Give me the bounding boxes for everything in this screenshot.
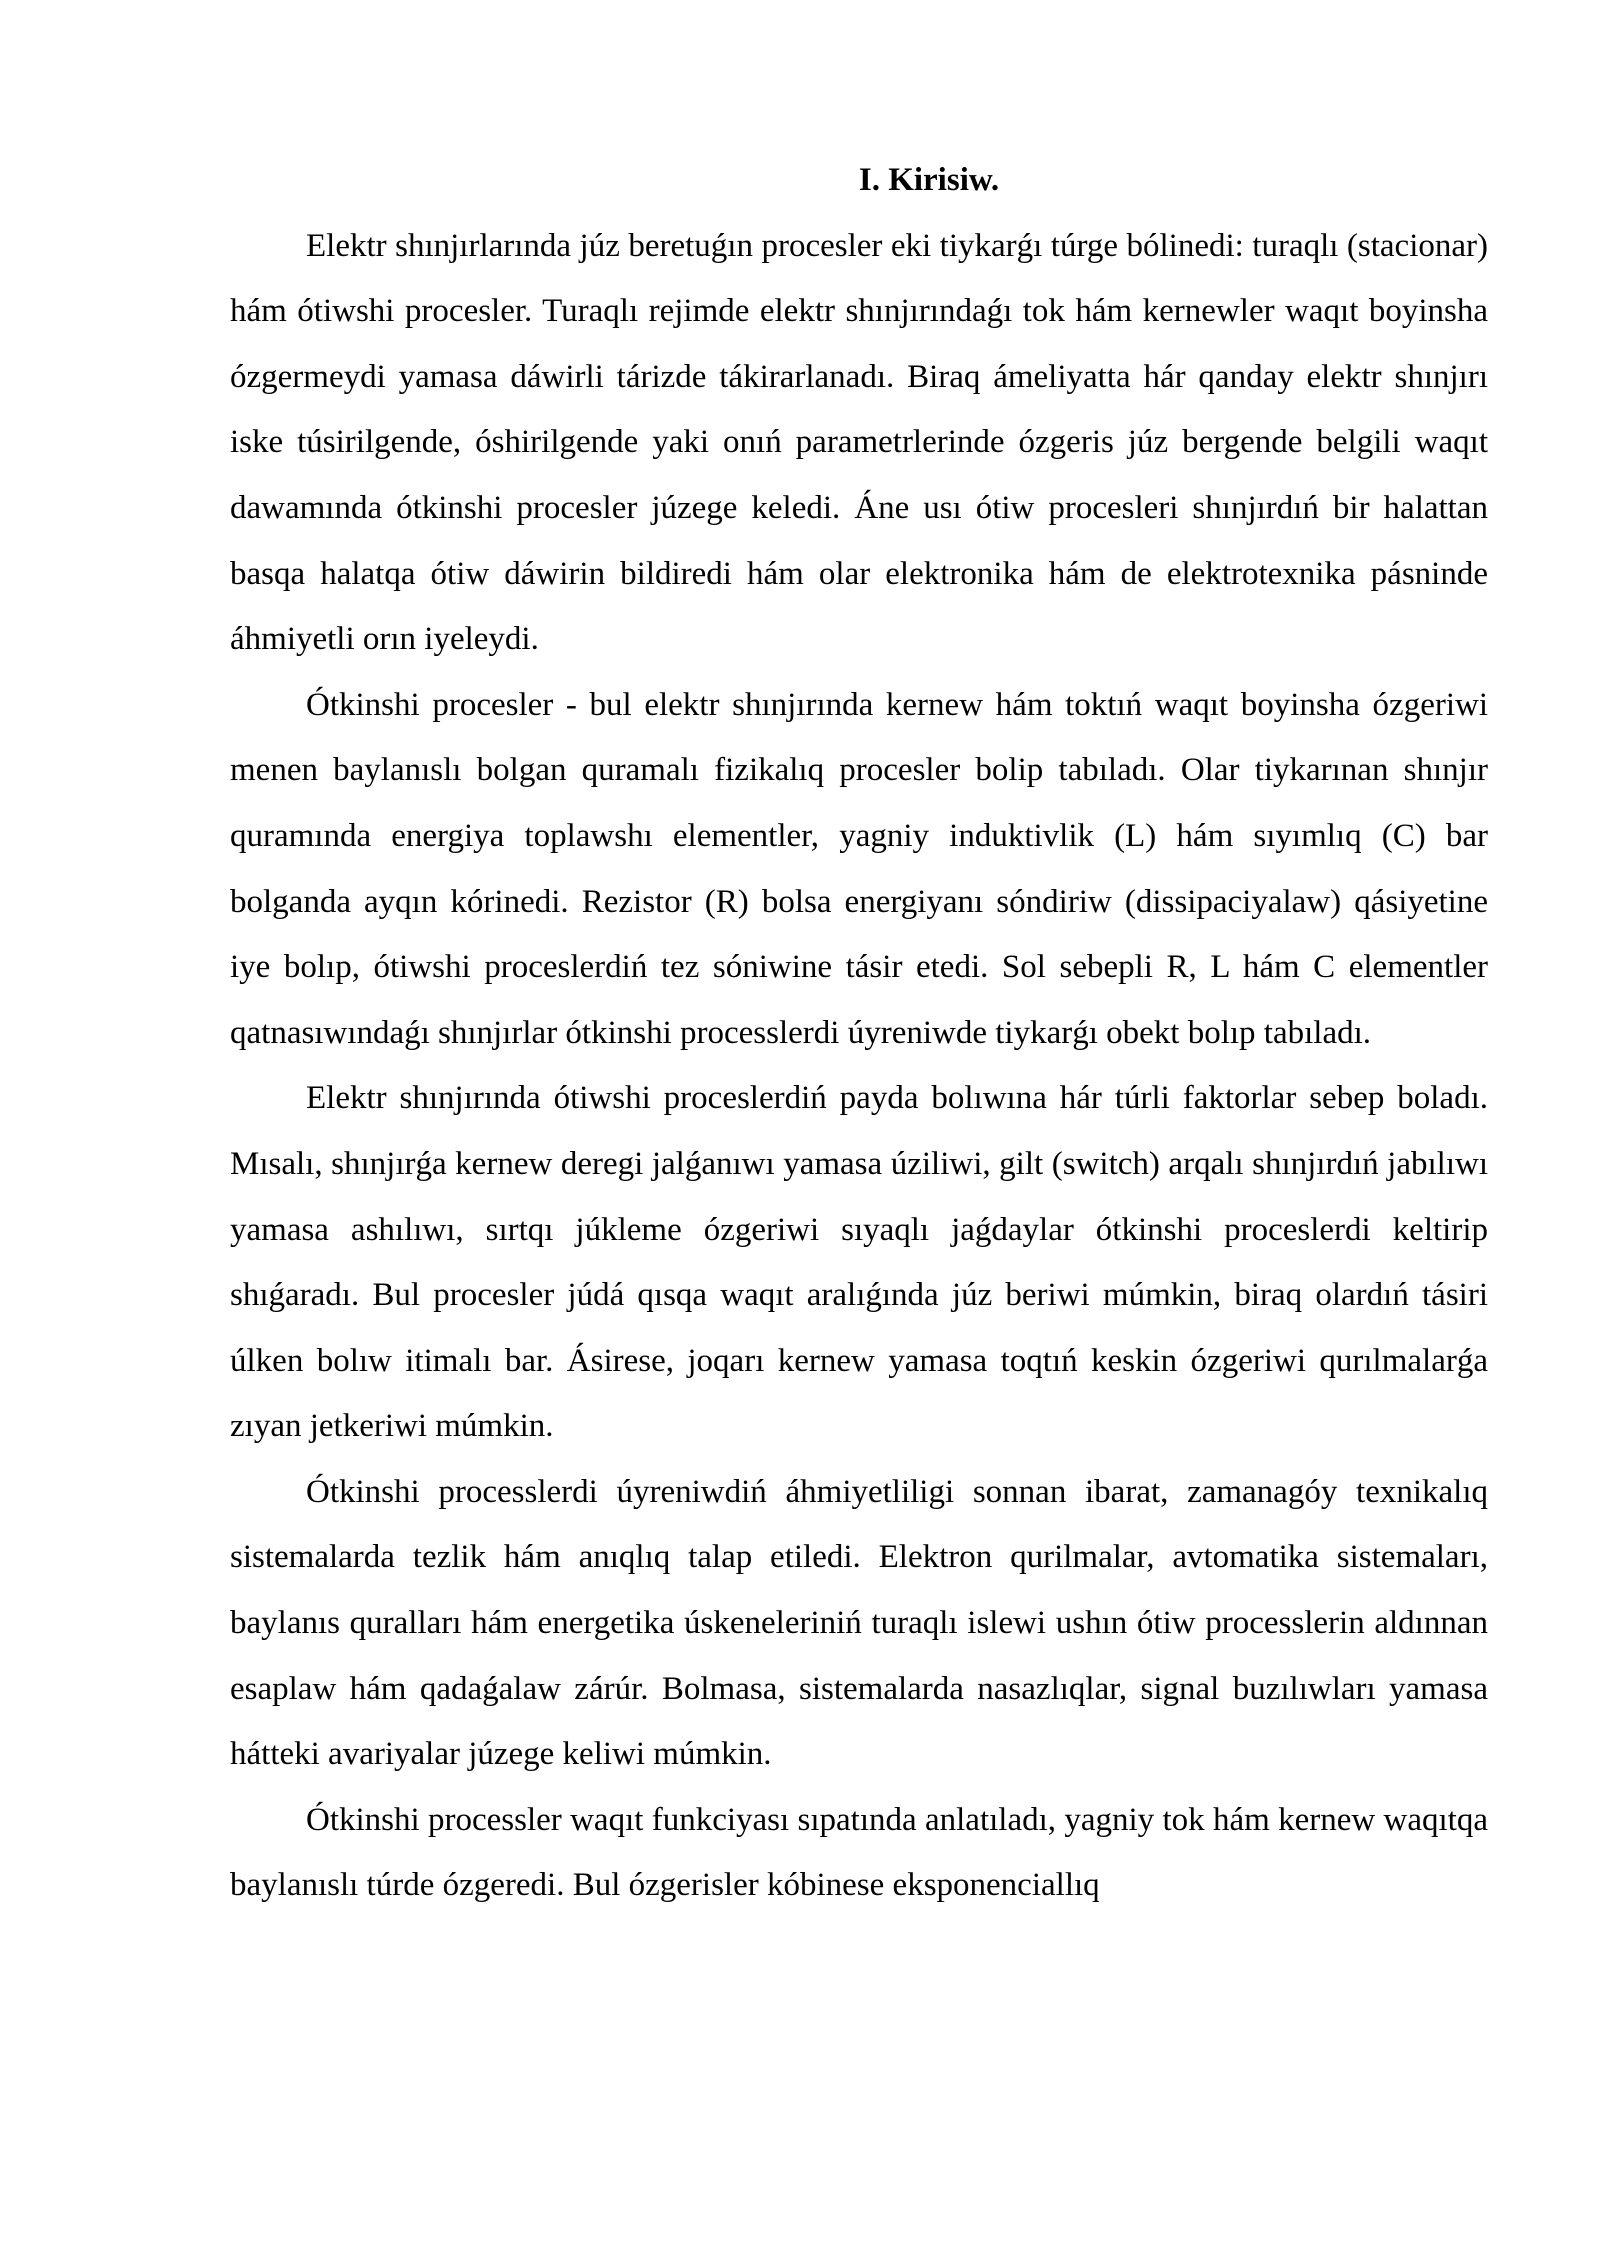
paragraph: Ótkinshi processler waqıt funkciyası sıpatında anlatıladı, yagniy tok hám kernew waqıtqa baylanıslı túrde ózgeredi. Bul ózgerisler kóbinese eksponenciallıq xyxy=(230,1801,1488,1904)
document-body xyxy=(230,148,1488,1919)
paragraph: Ótkinshi processlerdi úyreniwdiń áhmiyetliligi sonnan ibarat, zamanagóy texnikalıq sistemalarda tezlik hám anıqlıq talap etiledi. Elektron qurilmalar, avtomatika sistemaları, baylanıs quralları hám energetika úskeneleriniń turaqlı islewi ushın ótiw processlerin aldınnan esaplaw hám qadaǵalaw zárúr. Bolmasa, sistemalarda nasazlıqlar, signal buzılıwları yamasa hátteki avariyalar júzege keliwi múmkin. xyxy=(230,1473,1488,1773)
paragraph: Elektr shınjırında ótiwshi proceslerdiń payda bolıwına hár túrli faktorlar sebep boladı. Mısalı, shınjırǵa kernew deregi jalǵanıwı yamasa úziliwi, gilt (switch) arqalı shınjırdıń jabılıwı yamasa ashılıwı, sırtqı júkleme ózgeriwi sıyaqlı jaǵdaylar ótkinshi proceslerdi keltirip shıǵaradı. Bul procesler júdá qısqa waqıt aralıǵında júz beriwi múmkin, biraq olardıń tásiri úlken bolıw itimalı bar. Ásirese, joqarı kernew yamasa toqtıń keskin ózgeriwi qurılmalarǵa zıyan jetkeriwi múmkin. xyxy=(230,1080,1488,1445)
section-title: I. Kirisiw. xyxy=(858,162,1000,198)
paragraph: Elektr shınjırlarında júz beretuǵın procesler eki tiykarǵı túrge bólinedi: turaqlı (stacionar) hám ótiwshi procesler. Turaqlı rejimde elektr shınjırındaǵı tok hám kernewler waqıt boyinsha ózgermeydi yamasa dáwirli tárizde tákirarlanadı. Biraq ámeliyatta hár qanday elektr shınjırı iske túsirilgende, óshirilgende yaki onıń parametrlerinde ózgeris júz bergende belgili waqıt dawamında ótkinshi procesler júzege keledi. Áne usı ótiw procesleri shınjırdıń bir halattan basqa halatqa ótiw dáwirin bildiredi hám olar elektronika hám de elektrotexnika pásninde áhmiyetli orın iyeleydi. xyxy=(230,227,1488,658)
paragraph: Ótkinshi procesler - bul elektr shınjırında kernew hám toktıń waqıt boyinsha ózgeriwi menen baylanıslı bolgan quramalı fizikalıq procesler bolip tabıladı. Olar tiykarınan shınjır quramında energiya toplawshı elementler, yagniy induktivlik (L) hám sıyımlıq (C) bar bolganda ayqın kórinedi. Rezistor (R) bolsa energiyanı sóndiriw (dissipaciyalaw) qásiyetine iye bolıp, ótiwshi proceslerdiń tez sóniwine tásir etedi. Sol sebepli R, L hám C elementler qatnasıwındaǵı shınjırlar ótkinshi processlerdi úyreniwde tiykarǵı obekt bolıp tabıladı. xyxy=(230,686,1488,1051)
